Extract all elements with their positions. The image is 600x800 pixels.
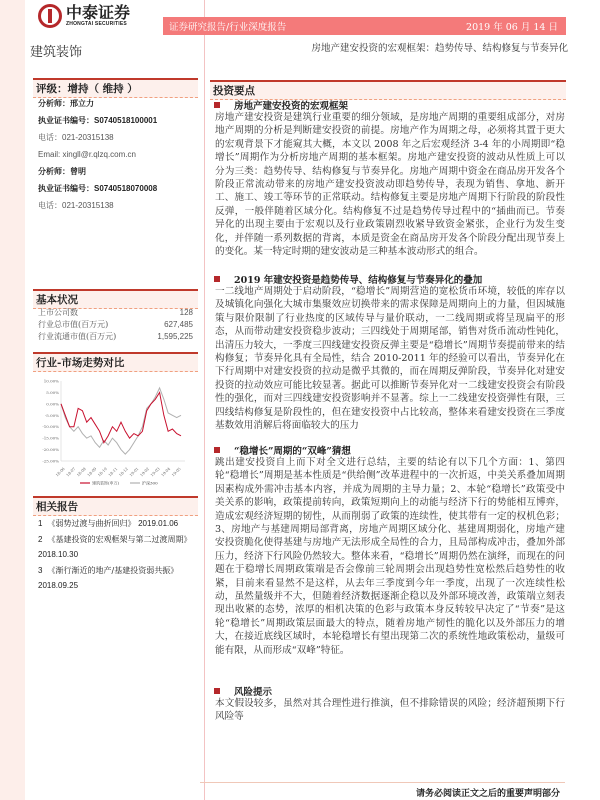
section-paragraph: 跳出建安投资自上而下对全文进行总结，主要的结论有以下几个方面：1、第四轮“稳增长”周期是基本性质是“供给侧”改革进程中的一次折返，中美关系叠加周期因素构成外需冲击基本内容，并成为周期的主导力量；2、本轮“稳增长”政策受中美关系的影响，政策提前转向，政策短期向上的动能与经济下行的势能相互博弈，造成宏观经济短期的韧性，从而削弱了政策的连续性，使其带有一定的权机色彩；3、房地产与基建周期局部背离，房地产周期区域分化、基建周期弱化，房地产建安投资脆化使得基建与房地产无法形成全局性的合力，且局部构成冲击，叠加外部压力，经济下行风险仍然较大。整体来看，“稳增长”周期仍然在演绎，而现在的问题在于稳增长周期政策端是否会像前三轮周期会出现趋势性宽松然后趋势性的收紧，目前来看显然不是这样，从去年三季度到今年一季度，出现了一次连续性松动，虽然量级并不大，但随着经济数据逐渐企稳以及外部环境改善，政策端立刻表现出收紧的态势，浓厚的相机决策的色彩与政策本身反转较早决定了“节奏”是这轮“稳增长”周期政策层面最大的特点，随着房地产韧性的脆化以及外部压力的增大，在接近底线区域时，本轮稳增长有望出现第二次的系统性地政策松动，量级可能有限，从而形成“双峰”特征。	[215, 457, 565, 656]
y-tick-label: 0.00%	[46, 401, 59, 407]
report-num: 1	[38, 519, 43, 528]
basic-value: 627,485	[164, 320, 193, 329]
analyst-name: 邢立力	[70, 98, 94, 108]
section-heading	[214, 98, 348, 112]
related-reports-list	[38, 516, 196, 594]
report-date: 2019.01.06	[138, 519, 179, 528]
phone: 021-20315138	[62, 133, 114, 142]
footer-divider	[200, 782, 565, 783]
x-tick-label: 19-02	[138, 466, 151, 478]
x-tick-label: 19-04	[159, 466, 172, 478]
section-heading	[214, 272, 482, 286]
related-report-item[interactable]	[38, 516, 196, 532]
company-logo	[38, 4, 130, 28]
report-title: 房地产建安投资的宏观框架：趋势传导、结构修复与节奏异化	[311, 43, 568, 54]
logo-text-en: ZHONGTAI SECURITIES	[66, 21, 127, 27]
section-heading-text: 房地产建安投资的宏观框架	[234, 101, 349, 112]
cert-number: S0740518100001	[94, 116, 158, 125]
analyst-name: 曾明	[70, 166, 86, 176]
analyst-label: 分析师：	[38, 166, 70, 176]
report-type: 证券研究报告/行业深度报告	[169, 22, 287, 33]
x-tick-label: 18-10	[96, 466, 108, 478]
basic-row	[38, 307, 193, 319]
email-label: Email:	[38, 150, 61, 159]
bullet-square-icon	[214, 102, 220, 108]
related-report-item[interactable]	[38, 563, 196, 594]
basic-label: 行业总市值(百万元)	[38, 320, 109, 329]
x-tick-label: 18-08	[75, 466, 87, 478]
trend-chart	[35, 377, 200, 487]
series-line	[61, 392, 181, 442]
section-paragraph: 房地产建安投资是建筑行业重要的细分领域，是房地产周期的重要组成部分，对房地产周期的分析是判断建安投资的前提。房地产作为周期之母，必须将其置于更大的宏观背景下才能窥其大概，本文以 2008 年之后宏观经济 3-4 年的小周期即“稳增长”周期作为分析房地产周期的基本框架。房地产建安投资的波动从性质上可以分为三类：趋势传导、结构修复与节奏异化。房地产周期中资金在商品房开发各个阶段正常流动带来的房地产建安投资波动即趋势传导，表现为销售、拿地、新开工、施工、竣工等环节的正常联动。结构修复主要是房地产周期下行阶段的阶段性反弹，一般伴随着区域分化。结构修复不过是趋势传导过程中的“插曲而已。节奏异化的出现主要由于宏观以及行业政策剧烈收紧导致资金紧张，企业行为发生变化，并伴随一系列数据的背离，本质是资金在商品房开发各个阶段分配出现节奏上的变化。某一特定时期的建安波动是三种基本波动形式的组合。	[215, 112, 565, 258]
x-tick-label: 18-11	[107, 466, 119, 478]
section-heading	[214, 684, 272, 698]
basic-info-header: 基本状况	[33, 289, 198, 309]
section-heading-text: “稳增长”周期的“双峰”猜想	[234, 446, 351, 457]
bullet-square-icon	[214, 447, 220, 453]
report-title-link: 《基建投资的宏观框架与第二过渡周期》	[47, 534, 192, 544]
section-heading	[214, 443, 351, 457]
y-tick-label: 10.00%	[43, 378, 59, 384]
x-tick-label: 18-09	[86, 466, 98, 478]
rating-header: 评级：增持（ 维持 ）	[33, 78, 198, 98]
section-heading-text: 风险提示	[234, 687, 273, 698]
report-title-link: 《渐行渐近的地产/基建投资弱共振》	[47, 565, 179, 575]
y-tick-label: 5.00%	[46, 389, 59, 395]
analyst-info	[38, 95, 157, 214]
basic-label: 行业流通市值(百万元)	[38, 332, 117, 341]
phone-label: 电话：	[38, 201, 62, 210]
trend-header: 行业-市场走势对比	[33, 352, 198, 372]
investment-highlights-header: 投资要点	[210, 80, 566, 100]
report-num: 2	[38, 534, 43, 544]
phone-label: 电话：	[38, 133, 62, 142]
y-tick-label: -5.00%	[44, 412, 59, 418]
email-link[interactable]: xingll@r.qlzq.com.cn	[62, 150, 136, 159]
basic-value: 128	[179, 308, 193, 317]
report-date: 2018.09.25	[38, 581, 79, 590]
phone: 021-20315138	[62, 201, 114, 210]
y-tick-label: -25.00%	[42, 458, 59, 464]
x-tick-label: 19-03	[149, 466, 161, 478]
related-reports-header: 相关报告	[33, 496, 198, 516]
bullet-square-icon	[214, 688, 220, 694]
report-type-bar	[163, 17, 566, 35]
y-tick-label: -15.00%	[42, 435, 59, 441]
sector-name: 建筑装饰	[30, 45, 83, 60]
footer-disclaimer: 请务必阅读正文之后的重要声明部分	[415, 789, 560, 799]
report-num: 3	[38, 565, 43, 575]
basic-row	[38, 331, 193, 343]
y-tick-label: -10.00%	[42, 424, 59, 430]
cert-label: 执业证书编号：	[38, 115, 94, 125]
x-tick-label: 19-01	[128, 466, 140, 478]
cert-label: 执业证书编号：	[38, 183, 94, 193]
x-tick-label: 18-12	[117, 466, 129, 478]
section-paragraph: 一二线地产周期处于启动阶段，“稳增长”周期营造的宽松货币环境，较低的库存以及城镇化向强化大城市集聚效应切换带来的需求保障是周期向上的力量，但因城施策与限价限制了行业热度的区域传导与量价联动，一二线周期或将呈现扁平的形态，从而带动建安投资稳步波动；三四线处于周期尾部，销售对货币流动性钝化，出清压力较大，一季度三四线建安投资反弹主要是“稳增长”周期节奏提前带来的结构修复；节奏异化具有全局性，结合 2010-2011 年的经验可以看出，节奏异化在下行周期中对建安投资的拉动是微乎其微的，而在周期反弹阶段，节奏异化对建安投资的拉动效应可能比较显著。据此可以推断节奏异化对一二线建安投资会有阶段性的强化，而对三四线建安投资影响并不显著。综上一二线建安投资弹性有限，三四线结构修复是阶段性的，但在建安投资中占比较高，整体来看建安投资在三季度基数效用消解后将面临较大的压力	[215, 286, 565, 432]
basic-label: 上市公司数	[38, 308, 78, 317]
section-paragraph: 本文假设较多，虽然对其合理性进行推演，但不排除错误的风险；经济超预期下行风险等	[215, 698, 565, 723]
y-tick-label: -20.00%	[42, 447, 59, 453]
report-date: 2018.10.30	[38, 550, 79, 559]
cert-number: S0740518070008	[94, 184, 158, 193]
page-margin-strip	[0, 0, 25, 800]
x-tick-label: 18-06	[54, 466, 66, 478]
basic-info-table	[38, 307, 193, 343]
report-date: 2019 年 06 月 14 日	[466, 22, 558, 33]
basic-row	[38, 319, 193, 331]
legend-label: 建筑装饰(申万)	[92, 480, 120, 486]
legend-label: 沪深300	[142, 480, 158, 486]
section-heading-text: 2019 年建安投资是趋势传导、结构修复与节奏异化的叠加	[234, 275, 483, 286]
related-report-item[interactable]	[38, 532, 196, 563]
logo-mark-icon	[38, 4, 62, 28]
logo-text-cn: 中泰证券	[66, 3, 131, 22]
x-tick-label: 19-05	[170, 466, 182, 478]
basic-value: 1,595,225	[157, 332, 193, 341]
x-tick-label: 18-07	[64, 466, 77, 478]
analyst-label: 分析师：	[38, 98, 70, 108]
report-title-link: 《弱势过渡与曲折回归》	[47, 519, 136, 528]
bullet-square-icon	[214, 276, 220, 282]
